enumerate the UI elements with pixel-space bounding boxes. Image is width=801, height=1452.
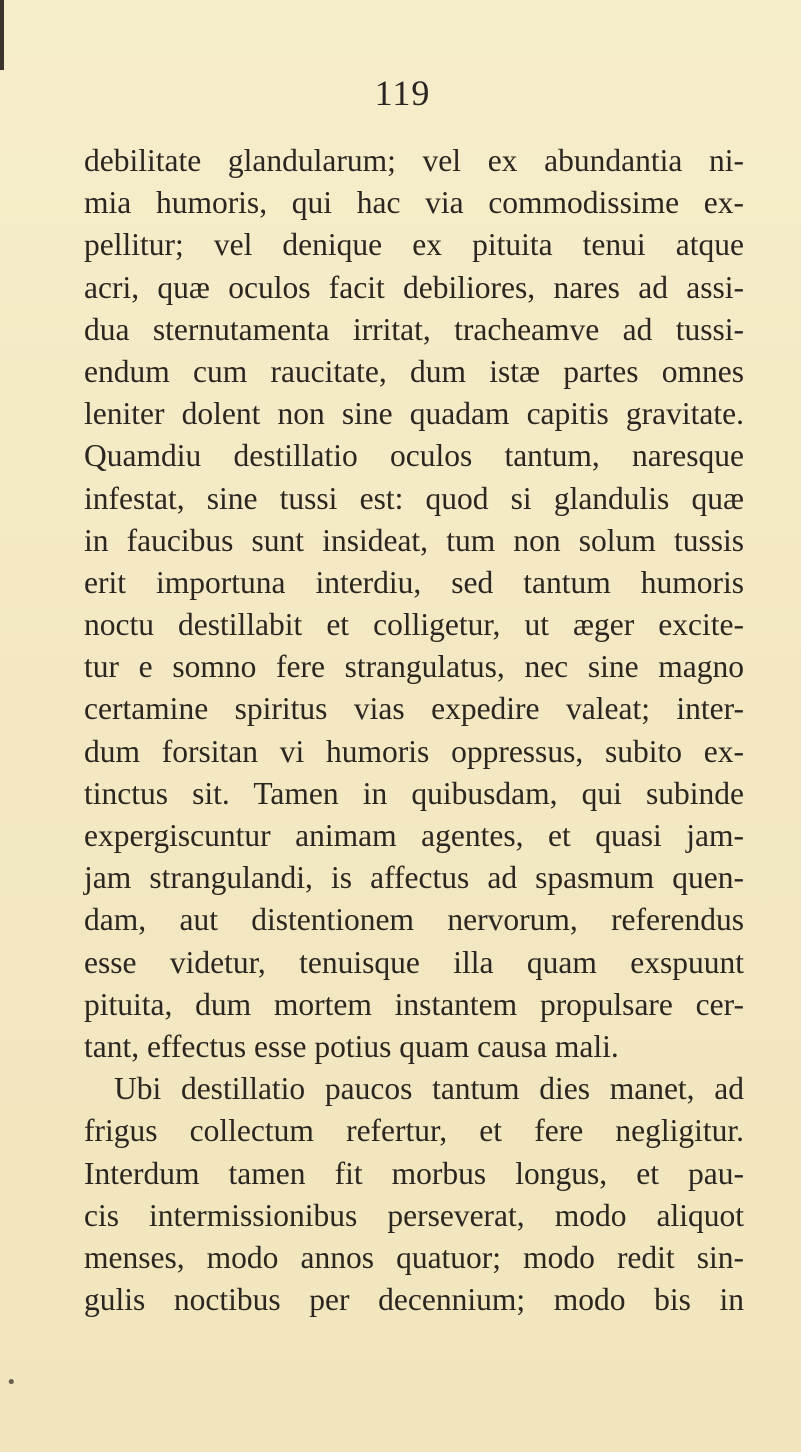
text-line: dam, aut distentionem nervorum, referendus — [84, 902, 744, 938]
text-line: menses, modo annos quatuor; modo redit sin- — [84, 1239, 744, 1275]
text-line: acri, quæ oculos facit debiliores, nares ad assi- — [84, 269, 744, 305]
text-line: infestat, sine tussi est: quod si glandulis quæ — [84, 480, 744, 516]
text-line: tinctus sit. Tamen in quibusdam, qui subinde — [84, 775, 744, 811]
text-line: in faucibus sunt insideat, tum non solum tussis — [84, 522, 744, 558]
text-line: certamine spiritus vias expedire valeat; inter- — [84, 691, 744, 727]
text-line: tant, effectus esse potius quam causa mali. — [84, 1028, 619, 1064]
text-line: frigus collectum refertur, et fere negligitur. — [84, 1113, 744, 1149]
text-line: noctu destillabit et colligetur, ut æger excite- — [84, 607, 744, 643]
text-line: gulis noctibus per decennium; modo bis in — [84, 1282, 744, 1318]
body-text — [84, 140, 744, 1321]
text-line: endum cum raucitate, dum istæ partes omnes — [84, 353, 744, 389]
text-line: Ubi destillatio paucos tantum dies manet, ad — [114, 1071, 744, 1107]
text-line: Interdum tamen fit morbus longus, et pau- — [84, 1155, 744, 1191]
text-line: dum forsitan vi humoris oppressus, subito ex- — [84, 733, 744, 769]
text-line: pituita, dum mortem instantem propulsare cer- — [84, 986, 744, 1022]
text-line: erit importuna interdiu, sed tantum humoris — [84, 564, 744, 600]
margin-speck-icon: • — [6, 1372, 17, 1393]
text-line: esse videtur, tenuisque illa quam exspuunt — [84, 944, 744, 980]
text-line: debilitate glandularum; vel ex abundantia ni- — [84, 143, 744, 178]
text-line: expergiscuntur animam agentes, et quasi jam- — [84, 818, 744, 853]
text-line: mia humoris, qui hac via commodissime ex- — [84, 185, 744, 221]
text-line: cis intermissionibus perseverat, modo aliquot — [84, 1197, 744, 1233]
page-number: 119 — [374, 73, 431, 113]
page-edge-shadow — [0, 0, 4, 70]
text-line: jam strangulandi, is affectus ad spasmum quen- — [84, 860, 744, 896]
text-line: Quamdiu destillatio oculos tantum, naresque — [84, 438, 744, 474]
text-line: dua sternutamenta irritat, tracheamve ad tussi- — [84, 311, 744, 347]
text-line: leniter dolent non sine quadam capitis gravitate. — [84, 396, 744, 432]
text-line: pellitur; vel denique ex pituita tenui atque — [84, 227, 744, 263]
text-line: tur e somno fere strangulatus, nec sine magno — [84, 649, 744, 685]
